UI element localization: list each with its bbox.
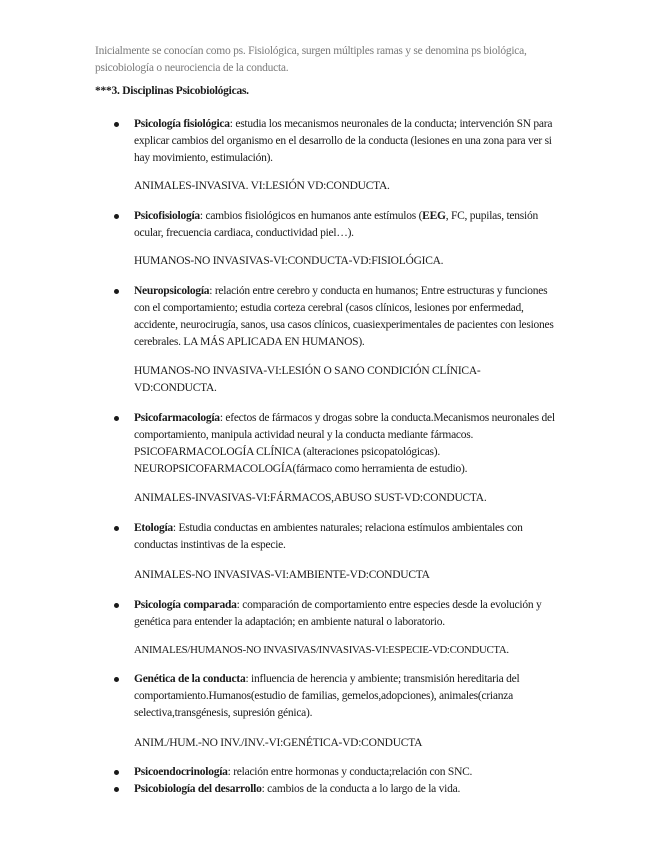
list-item xyxy=(134,208,559,242)
item-description: : estudia los mecanismos neuronales de la conducta; intervención SN para explicar cambios del organismo en el desarrollo de la conducta (lesiones en una zona para ver si hay movimiento, estimulación). xyxy=(134,118,553,164)
list-item xyxy=(134,520,559,554)
item-description: : influencia de herencia y ambiente; transmisión hereditaria del comportamiento.Humanos(estudio de familias, gemelos,adopciones), animales(crianza selectiva,transgénesis, supresión génica). xyxy=(134,673,520,719)
item-term: Psicología fisiológica xyxy=(134,118,230,130)
bullet-icon xyxy=(114,603,119,608)
list-item xyxy=(134,283,559,351)
item-term: Psicoendocrinología xyxy=(134,766,228,778)
bullet-icon xyxy=(114,787,119,792)
section-heading: ***3. Disciplinas Psicobiológicas. xyxy=(95,85,249,97)
list-item xyxy=(134,410,559,478)
intro-paragraph: Inicialmente se conocían como ps. Fisiológica, surgen múltiples ramas y se denomina ps biológica, psicobiología o neurociencia de la conducta. xyxy=(95,45,527,74)
item-term: Psicobiología del desarrollo xyxy=(134,783,262,795)
item-description: : cambios de la conducta a lo largo de la vida. xyxy=(261,783,461,795)
list-item xyxy=(134,781,559,798)
item-summary: ANIMALES-INVASIVAS-VI:FÁRMACOS,ABUSO SUST-VD:CONDUCTA. xyxy=(134,492,487,504)
item-description: , FC, pupilas, tensión ocular, frecuencia cardiaca, conductividad piel…). xyxy=(134,210,538,239)
bullet-icon xyxy=(114,526,119,531)
item-description-bold: EEG xyxy=(422,210,446,222)
item-summary: ANIM./HUM.-NO INV./INV.-VI:GENÉTICA-VD:CONDUCTA xyxy=(134,737,423,749)
list-item xyxy=(134,116,559,167)
bullet-icon xyxy=(114,214,119,219)
list-item xyxy=(134,597,559,631)
item-term: Etología xyxy=(134,522,173,534)
item-description: : comparación de comportamiento entre especies desde la evolución y genética para entender la adaptación; en ambiente natural o laboratorio. xyxy=(134,599,542,628)
bullet-icon xyxy=(114,770,119,775)
list-item xyxy=(134,764,559,781)
item-summary: ANIMALES/HUMANOS-NO INVASIVAS/INVASIVAS-VI:ESPECIE-VD:CONDUCTA. xyxy=(134,644,509,656)
item-term: Neuropsicología xyxy=(134,285,210,297)
item-description: : relación entre hormonas y conducta;relación con SNC. xyxy=(227,766,473,778)
item-summary: ANIMALES-INVASIVA. VI:LESIÓN VD:CONDUCTA. xyxy=(134,180,390,192)
bullet-icon xyxy=(114,122,119,127)
item-description: : Estudia conductas en ambientes naturales; relaciona estímulos ambientales con conductas instintivas de la especie. xyxy=(134,522,523,551)
item-term: Psicología comparada xyxy=(134,599,237,611)
item-description: : efectos de fármacos y drogas sobre la conducta.Mecanismos neuronales del comportamiento, manipula actividad neural y la conducta mediante fármacos. PSICOFARMACOLOGÍA CLÍNICA (alteraciones psicopatológicas). NEUROPSICOFARMACOLOGÍA(fármaco como herramienta de estudio). xyxy=(134,412,555,475)
item-term: Genética de la conducta xyxy=(134,673,246,685)
bullet-icon xyxy=(114,416,119,421)
item-summary: ANIMALES-NO INVASIVAS-VI:AMBIENTE-VD:CONDUCTA xyxy=(134,569,430,581)
bullet-icon xyxy=(114,289,119,294)
bullet-icon xyxy=(114,677,119,682)
item-summary: HUMANOS-NO INVASIVA-VI:LESIÓN O SANO CONDICIÓN CLÍNICA-VD:CONDUCTA. xyxy=(134,365,481,394)
list-item xyxy=(134,671,559,722)
item-term: Psicofarmacología xyxy=(134,412,220,424)
item-term: Psicofisiología xyxy=(134,210,200,222)
item-description-before: : cambios fisiológicos en humanos ante estímulos ( xyxy=(199,210,423,222)
item-summary: HUMANOS-NO INVASIVAS-VI:CONDUCTA-VD:FISIOLÓGICA. xyxy=(134,255,444,267)
item-description: : relación entre cerebro y conducta en humanos; Entre estructuras y funciones con el comportamiento; estudia corteza cerebral (casos clínicos, lesiones por enfermedad, accidente, neurocirugía, sanos, usa casos clínicos, cuasiexperimentales de pacientes con lesiones cerebrales. LA MÁS APLICADA EN HUMANOS). xyxy=(134,285,554,348)
